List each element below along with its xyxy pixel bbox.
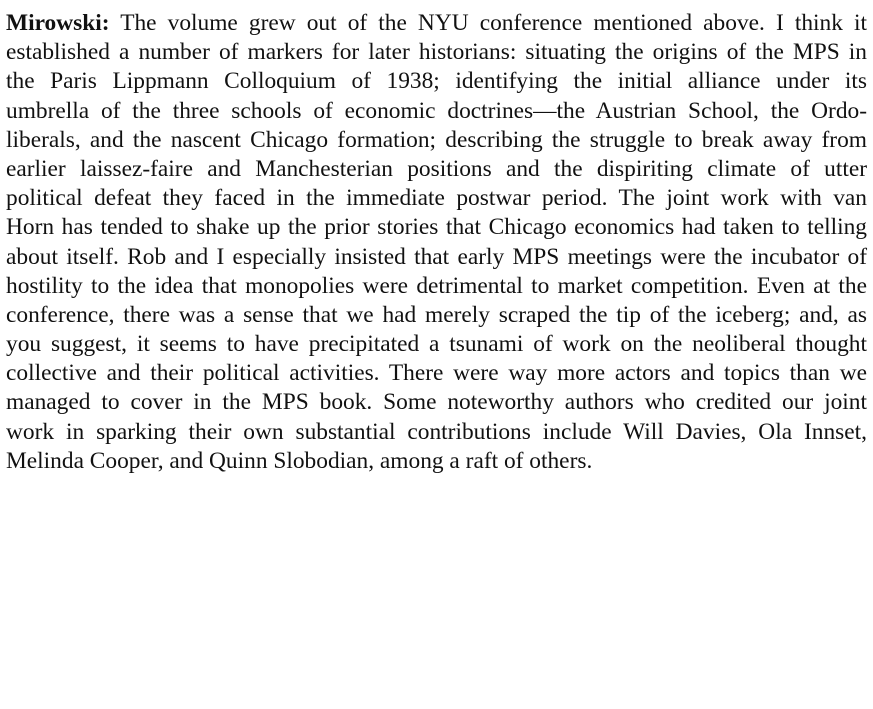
- paragraph-line-1: [6, 9, 867, 38]
- paragraph-text-1: The volume grew out of the NYU conference mentioned above. I think it: [109, 10, 867, 36]
- paragraph-line-3: the Paris Lippmann Colloquium of 1938; identifying the initial alliance under its: [6, 68, 867, 95]
- document-page: [6, 9, 867, 476]
- paragraph-line-5: liberals, and the nascent Chicago formation; describing the struggle to break away from: [6, 126, 867, 153]
- paragraph-line-8: Horn has tended to shake up the prior stories that Chicago economics had taken to telling: [6, 214, 867, 241]
- paragraph-line-12: you suggest, it seems to have precipitated a tsunami of work on the neoliberal thought: [6, 331, 867, 358]
- paragraph-line-15: work in sparking their own substantial contributions include Will Davies, Ola Innset,: [6, 418, 867, 445]
- paragraph-line-6: earlier laissez-faire and Manchesterian positions and the dispiriting climate of utter: [6, 155, 867, 182]
- paragraph-line-9: about itself. Rob and I especially insisted that early MPS meetings were the incubator of: [6, 243, 867, 270]
- speaker-label: Mirowski:: [6, 10, 110, 36]
- paragraph-line-7: political defeat they faced in the immediate postwar period. The joint work with van: [6, 185, 867, 212]
- paragraph-line-4: umbrella of the three schools of economic doctrines—the Austrian School, the Ordo-: [6, 97, 867, 124]
- paragraph-line-10: hostility to the idea that monopolies were detrimental to market competition. Even at the: [6, 272, 867, 299]
- paragraph-line-13: collective and their political activities. There were way more actors and topics than we: [6, 360, 867, 387]
- paragraph-line-2: established a number of markers for later historians: situating the origins of the MPS in: [6, 39, 867, 66]
- paragraph-line-16: Melinda Cooper, and Quinn Slobodian, among a raft of others.: [6, 447, 593, 474]
- paragraph-line-14: managed to cover in the MPS book. Some noteworthy authors who credited our joint: [6, 389, 867, 416]
- paragraph-line-11: conference, there was a sense that we had merely scraped the tip of the iceberg; and, as: [6, 301, 867, 328]
